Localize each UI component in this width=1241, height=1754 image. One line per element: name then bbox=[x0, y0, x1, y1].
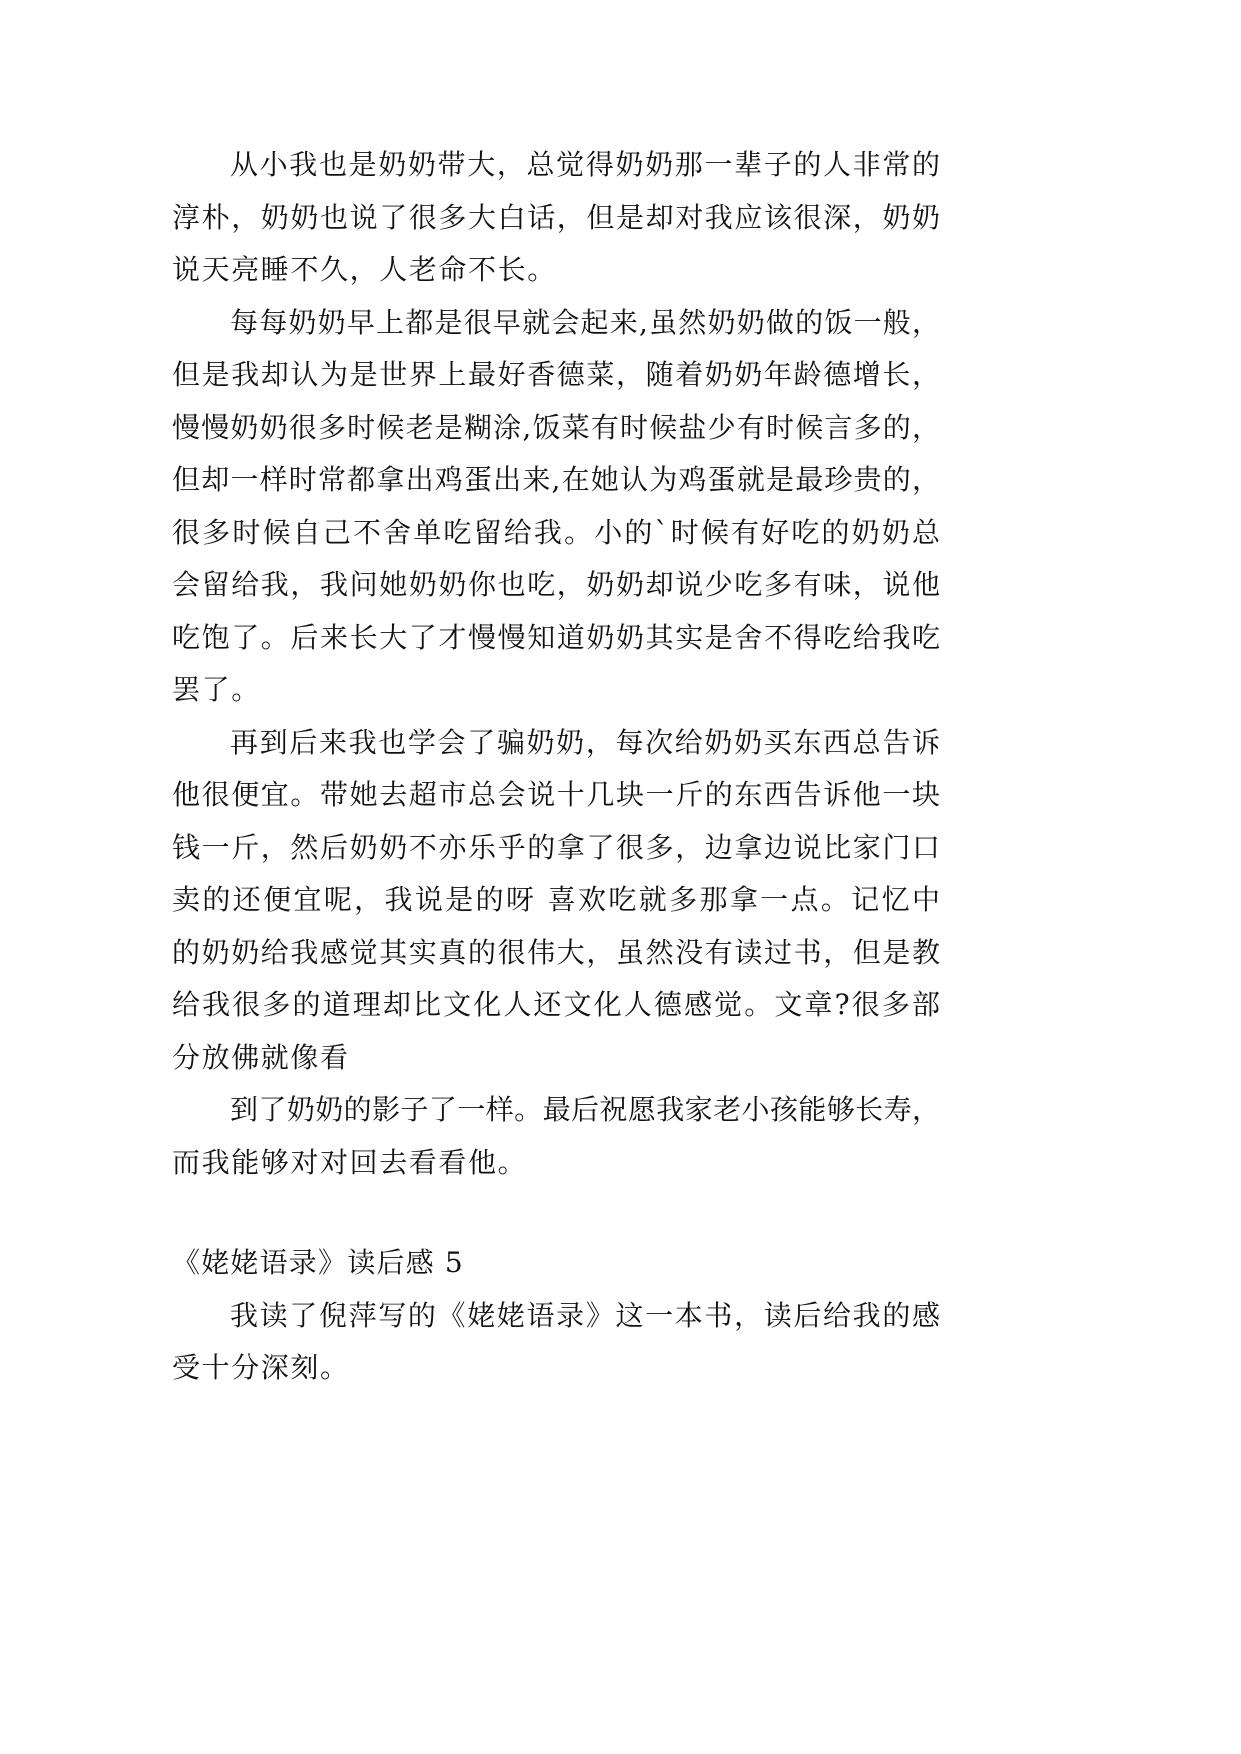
paragraph-line: 说天亮睡不久，人老命不长。 bbox=[172, 253, 557, 286]
paragraph-line: 但却一样时常都拿出鸡蛋出来,在她认为鸡蛋就是最珍贵的， bbox=[172, 463, 940, 496]
paragraph bbox=[172, 1084, 940, 1189]
paragraph-line: 会留给我，我问她奶奶你也吃，奶奶却说少吃多有味，说他 bbox=[172, 568, 940, 601]
paragraph-line: 罢了。 bbox=[172, 673, 261, 706]
paragraph-line: 我读了倪萍写的《姥姥语录》这一本书，读后给我的感 bbox=[230, 1298, 940, 1332]
paragraph bbox=[172, 1290, 940, 1395]
document-body bbox=[172, 139, 940, 1395]
paragraph-line: 分放佛就像看 bbox=[172, 1040, 350, 1074]
paragraph-line: 从小我也是奶奶带大，总觉得奶奶那一辈子的人非常的 bbox=[230, 148, 940, 181]
paragraph-line: 给我很多的道理却比文化人还文化人德感觉。文章?很多部 bbox=[172, 988, 940, 1021]
paragraph-line: 慢慢奶奶很多时候老是糊涂,饭菜有时候盐少有时候言多的， bbox=[172, 410, 940, 444]
paragraph bbox=[172, 717, 940, 1085]
paragraph-line: 很多时候自己不舍单吃留给我。小的`时候有好吃的奶奶总 bbox=[172, 515, 940, 549]
paragraph-line: 每每奶奶早上都是很早就会起来,虽然奶奶做的饭一般， bbox=[230, 305, 940, 339]
paragraph bbox=[172, 139, 940, 297]
paragraph-line: 卖的还便宜呢，我说是的呀 喜欢吃就多那拿一点。记忆中 bbox=[172, 883, 940, 916]
paragraph-line: 受十分深刻。 bbox=[172, 1351, 350, 1384]
paragraph-line: 钱一斤，然后奶奶不亦乐乎的拿了很多，边拿边说比家门口 bbox=[172, 830, 940, 864]
paragraph-line: 但是我却认为是世界上最好香德菜，随着奶奶年龄德增长， bbox=[172, 358, 940, 391]
paragraph-line: 再到后来我也学会了骗奶奶，每次给奶奶买东西总告诉 bbox=[230, 725, 940, 759]
paragraph-line: 吃饱了。后来长大了才慢慢知道奶奶其实是舍不得吃给我吃 bbox=[172, 620, 940, 654]
paragraph-line: 他很便宜。带她去超市总会说十几块一斤的东西告诉他一块 bbox=[172, 778, 940, 811]
paragraph-line: 淳朴，奶奶也说了很多大白话，但是却对我应该很深，奶奶 bbox=[172, 200, 940, 234]
paragraph-line: 的奶奶给我感觉其实真的很伟大，虽然没有读过书，但是教 bbox=[172, 935, 940, 969]
paragraph bbox=[172, 297, 940, 717]
paragraph-line: 到了奶奶的影子了一样。最后祝愿我家老小孩能够长寿， bbox=[230, 1093, 940, 1126]
paragraph-line: 而我能够对对回去看看他。 bbox=[172, 1145, 528, 1179]
section-heading: 《姥姥语录》读后感 5 bbox=[172, 1246, 464, 1279]
